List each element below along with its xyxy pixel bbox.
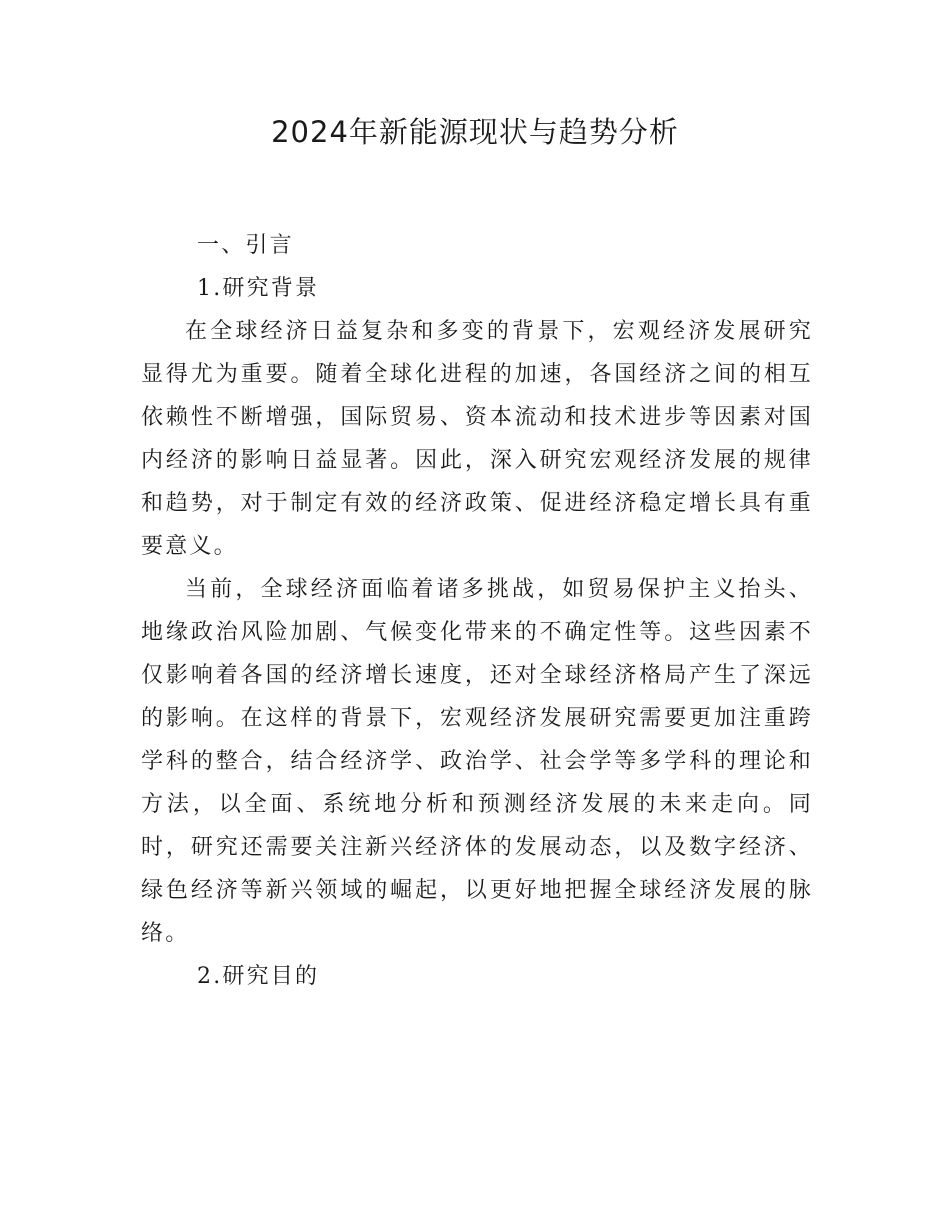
section-heading-introduction: 一、引言 <box>197 233 294 258</box>
subsection-heading-background: 1.研究背景 <box>197 276 320 301</box>
document-body <box>141 224 813 998</box>
paragraph-background-1: 在全球经济日益复杂和多变的背景下，宏观经济发展研究显得尤为重要。随着全球化进程的加速，各国经济之间的相互依赖性不断增强，国际贸易、资本流动和技术进步等因素对国内经济的影响日益显著。因此，深入研究宏观经济发展的规律和趋势，对于制定有效的经济政策、促进经济稳定增长具有重要意义。 <box>141 319 813 559</box>
paragraph-background-2: 当前，全球经济面临着诸多挑战，如贸易保护主义抬头、地缘政治风险加剧、气候变化带来的不确定性等。这些因素不仅影响着各国的经济增长速度，还对全球经济格局产生了深远的影响。在这样的背景下，宏观经济发展研究需要更加注重跨学科的整合，结合经济学、政治学、社会学等多学科的理论和方法，以全面、系统地分析和预测经济发展的未来走向。同时，研究还需要关注新兴经济体的发展动态，以及数字经济、绿色经济等新兴领域的崛起，以更好地把握全球经济发展的脉络。 <box>141 577 813 946</box>
document-title: 2024年新能源现状与趋势分析 <box>271 115 679 149</box>
subsection-heading-purpose: 2.研究目的 <box>197 964 320 989</box>
